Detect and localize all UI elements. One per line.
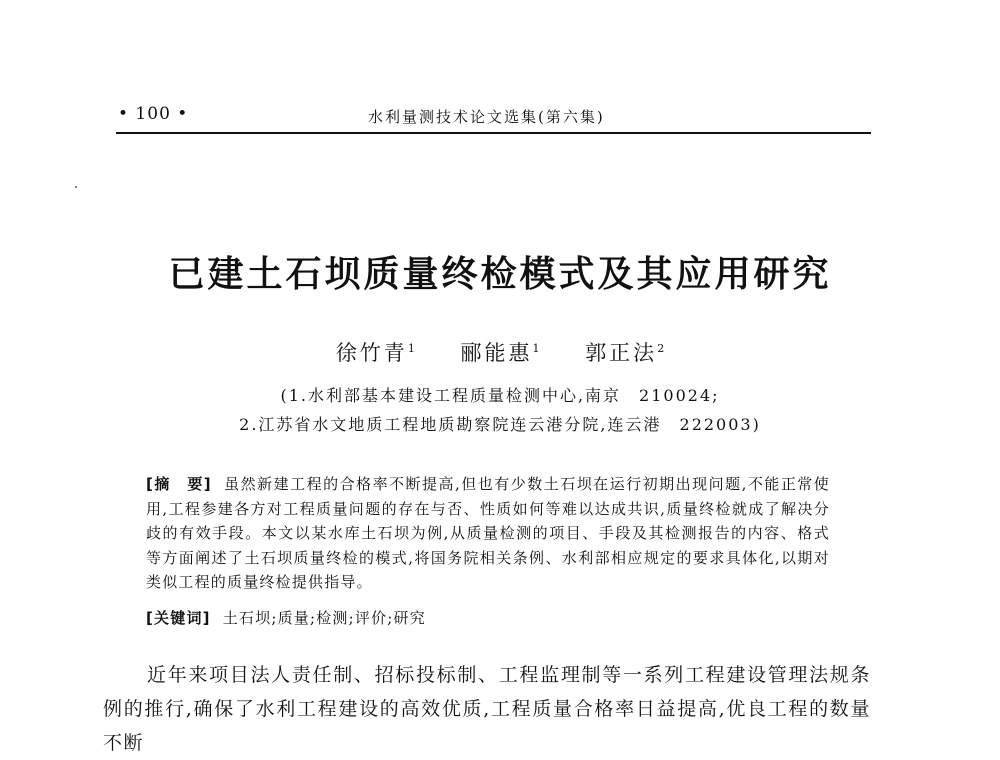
abstract-label: [摘 要] [146, 475, 212, 493]
journal-title: 水利量测技术论文选集(第六集) [368, 108, 605, 126]
abstract [146, 472, 830, 595]
author-name: 郦能惠 [460, 341, 533, 365]
affiliation-mark: 1 [532, 342, 540, 355]
page-number: • 100 • [118, 104, 189, 124]
author-name: 郭正法 [585, 341, 658, 365]
abstract-text: 虽然新建工程的合格率不断提高,但也有少数土石坝在运行初期出现问题,不能正常使用,工程参建各方对工程质量问题的存在与否、性质如何等难以达成共识,质量终检就成了解决分歧的有效手段。本文以某水库土石坝为例,从质量检测的项目、手段及其检测报告的内容、格式等方面阐述了土石坝质量终检的模式,将国务院相关条例、水利部相应规定的要求具体化,以期对类似工程的质量终检提供指导。 [146, 475, 830, 592]
author [585, 337, 664, 367]
author-name: 徐竹青 [335, 341, 408, 365]
body-paragraph: 近年来项目法人责任制、招标投标制、工程监理制等一系列工程建设管理法规条例的推行,确保了水利工程建设的高效优质,工程质量合格率日益提高,优良工程的数量不断 [103, 664, 871, 754]
affiliation-mark: 1 [407, 342, 415, 355]
author-list [0, 337, 1000, 367]
running-head [118, 102, 870, 128]
affiliation-mark: 2 [657, 342, 665, 355]
affiliation-1: (1.水利部基本建设工程质量检测中心,南京 210024; [280, 386, 720, 405]
keywords [146, 607, 830, 628]
keywords-label: [关键词] [146, 609, 211, 627]
author [336, 337, 415, 367]
paper-title: 已建土石坝质量终检模式及其应用研究 [168, 254, 832, 295]
scan-speck [75, 186, 77, 188]
author [461, 337, 540, 367]
keywords-text: 土石坝;质量;检测;评价;研究 [222, 609, 426, 627]
header-rule [116, 132, 871, 134]
affiliation-2: 2.江苏省水文地质工程地质勘察院连云港分院,连云港 222003) [239, 415, 761, 434]
